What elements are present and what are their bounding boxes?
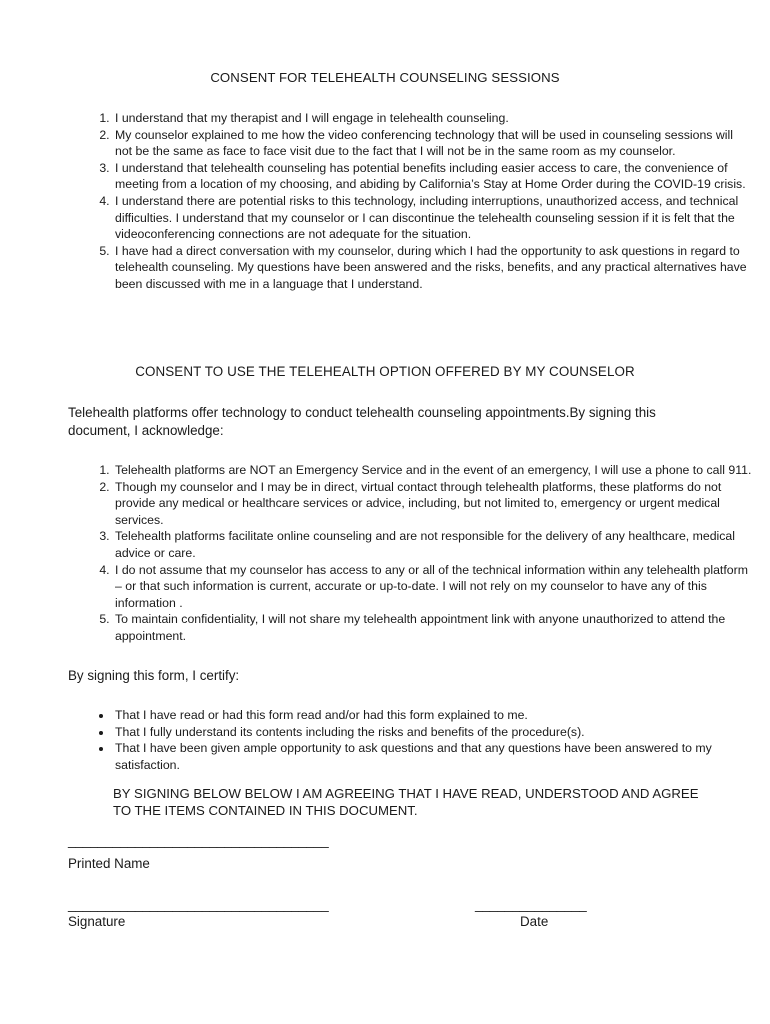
date-label: Date bbox=[520, 914, 549, 929]
list-item: 3. Telehealth platforms facilitate online counseling and are not responsible for the delivery of any healthcare, medical advice or care. bbox=[113, 528, 753, 561]
list-item: • That I fully understand its contents including the risks and benefits of the procedure(s). bbox=[113, 724, 753, 741]
certify-list bbox=[68, 707, 753, 773]
list-item: • That I have been given ample opportunity to ask questions and that any questions have been answered to my satisfaction. bbox=[113, 740, 753, 773]
document-title: CONSENT FOR TELEHEALTH COUNSELING SESSIONS bbox=[210, 70, 560, 85]
printed-name-field[interactable]: ___________________________________ bbox=[68, 833, 329, 848]
list-item: 4. I understand there are potential risks to this technology, including interruptions, unauthorized access, and technical difficulties. I understand that my counselor or I can discontinue the telehealth counseling session if it is felt that the videoconferencing connections are not adequate for the situation. bbox=[113, 193, 753, 243]
list-item: 2. Though my counselor and I may be in direct, virtual contact through telehealth platforms, these platforms do not provide any medical or healthcare services or advice, including, but not limited to, emergency or urgent medical services. bbox=[113, 479, 753, 529]
list-item: 1. Telehealth platforms are NOT an Emergency Service and in the event of an emergency, I will use a phone to call 911. bbox=[113, 462, 753, 479]
list-item: 5. To maintain confidentiality, I will not share my telehealth appointment link with anyone unauthorized to attend the appointment. bbox=[113, 611, 753, 644]
list-item: 5. I have had a direct conversation with my counselor, during which I had the opportunity to ask questions in regard to telehealth counseling. My questions have been answered and the risks, benefits, and any practical alternatives have been discussed with me in a language that I understand. bbox=[113, 243, 753, 293]
printed-name-label: Printed Name bbox=[68, 856, 150, 871]
certify-intro: By signing this form, I certify: bbox=[68, 668, 240, 683]
acknowledge-intro: Telehealth platforms offer technology to conduct telehealth counseling appointments.By signing this document, I acknowledge: bbox=[68, 405, 656, 438]
acknowledgement-list bbox=[68, 462, 753, 645]
list-item: 2. My counselor explained to me how the video conferencing technology that will be used in counseling sessions will not be the same as face to face visit due to the fact that I will not be in the same room as my counselor. bbox=[113, 127, 753, 160]
list-item: 4. I do not assume that my counselor has access to any or all of the technical information within any telehealth platform – or that such information is current, accurate or up-to-date. I will not rely on my counselor to have any of this information . bbox=[113, 562, 753, 612]
date-field[interactable]: _______________ bbox=[475, 897, 587, 912]
list-item: 3. I understand that telehealth counseling has potential benefits including easier access to care, the convenience of meeting from a location of my choosing, and abiding by California’s Stay at Home Order during the COVID-19 crisis. bbox=[113, 160, 753, 193]
section-subtitle: CONSENT TO USE THE TELEHEALTH OPTION OFFERED BY MY COUNSELOR bbox=[135, 364, 635, 379]
list-item: • That I have read or had this form read and/or had this form explained to me. bbox=[113, 707, 753, 724]
telehealth-understanding-list bbox=[68, 110, 753, 293]
signature-field[interactable]: ___________________________________ bbox=[68, 897, 329, 912]
agreement-statement: BY SIGNING BELOW BELOW I AM AGREEING THAT I HAVE READ, UNDERSTOOD AND AGREE TO THE ITEMS CONTAINED IN THIS DOCUMENT. bbox=[113, 786, 699, 818]
list-item: 1. I understand that my therapist and I will engage in telehealth counseling. bbox=[113, 110, 753, 127]
signature-label: Signature bbox=[68, 914, 126, 929]
